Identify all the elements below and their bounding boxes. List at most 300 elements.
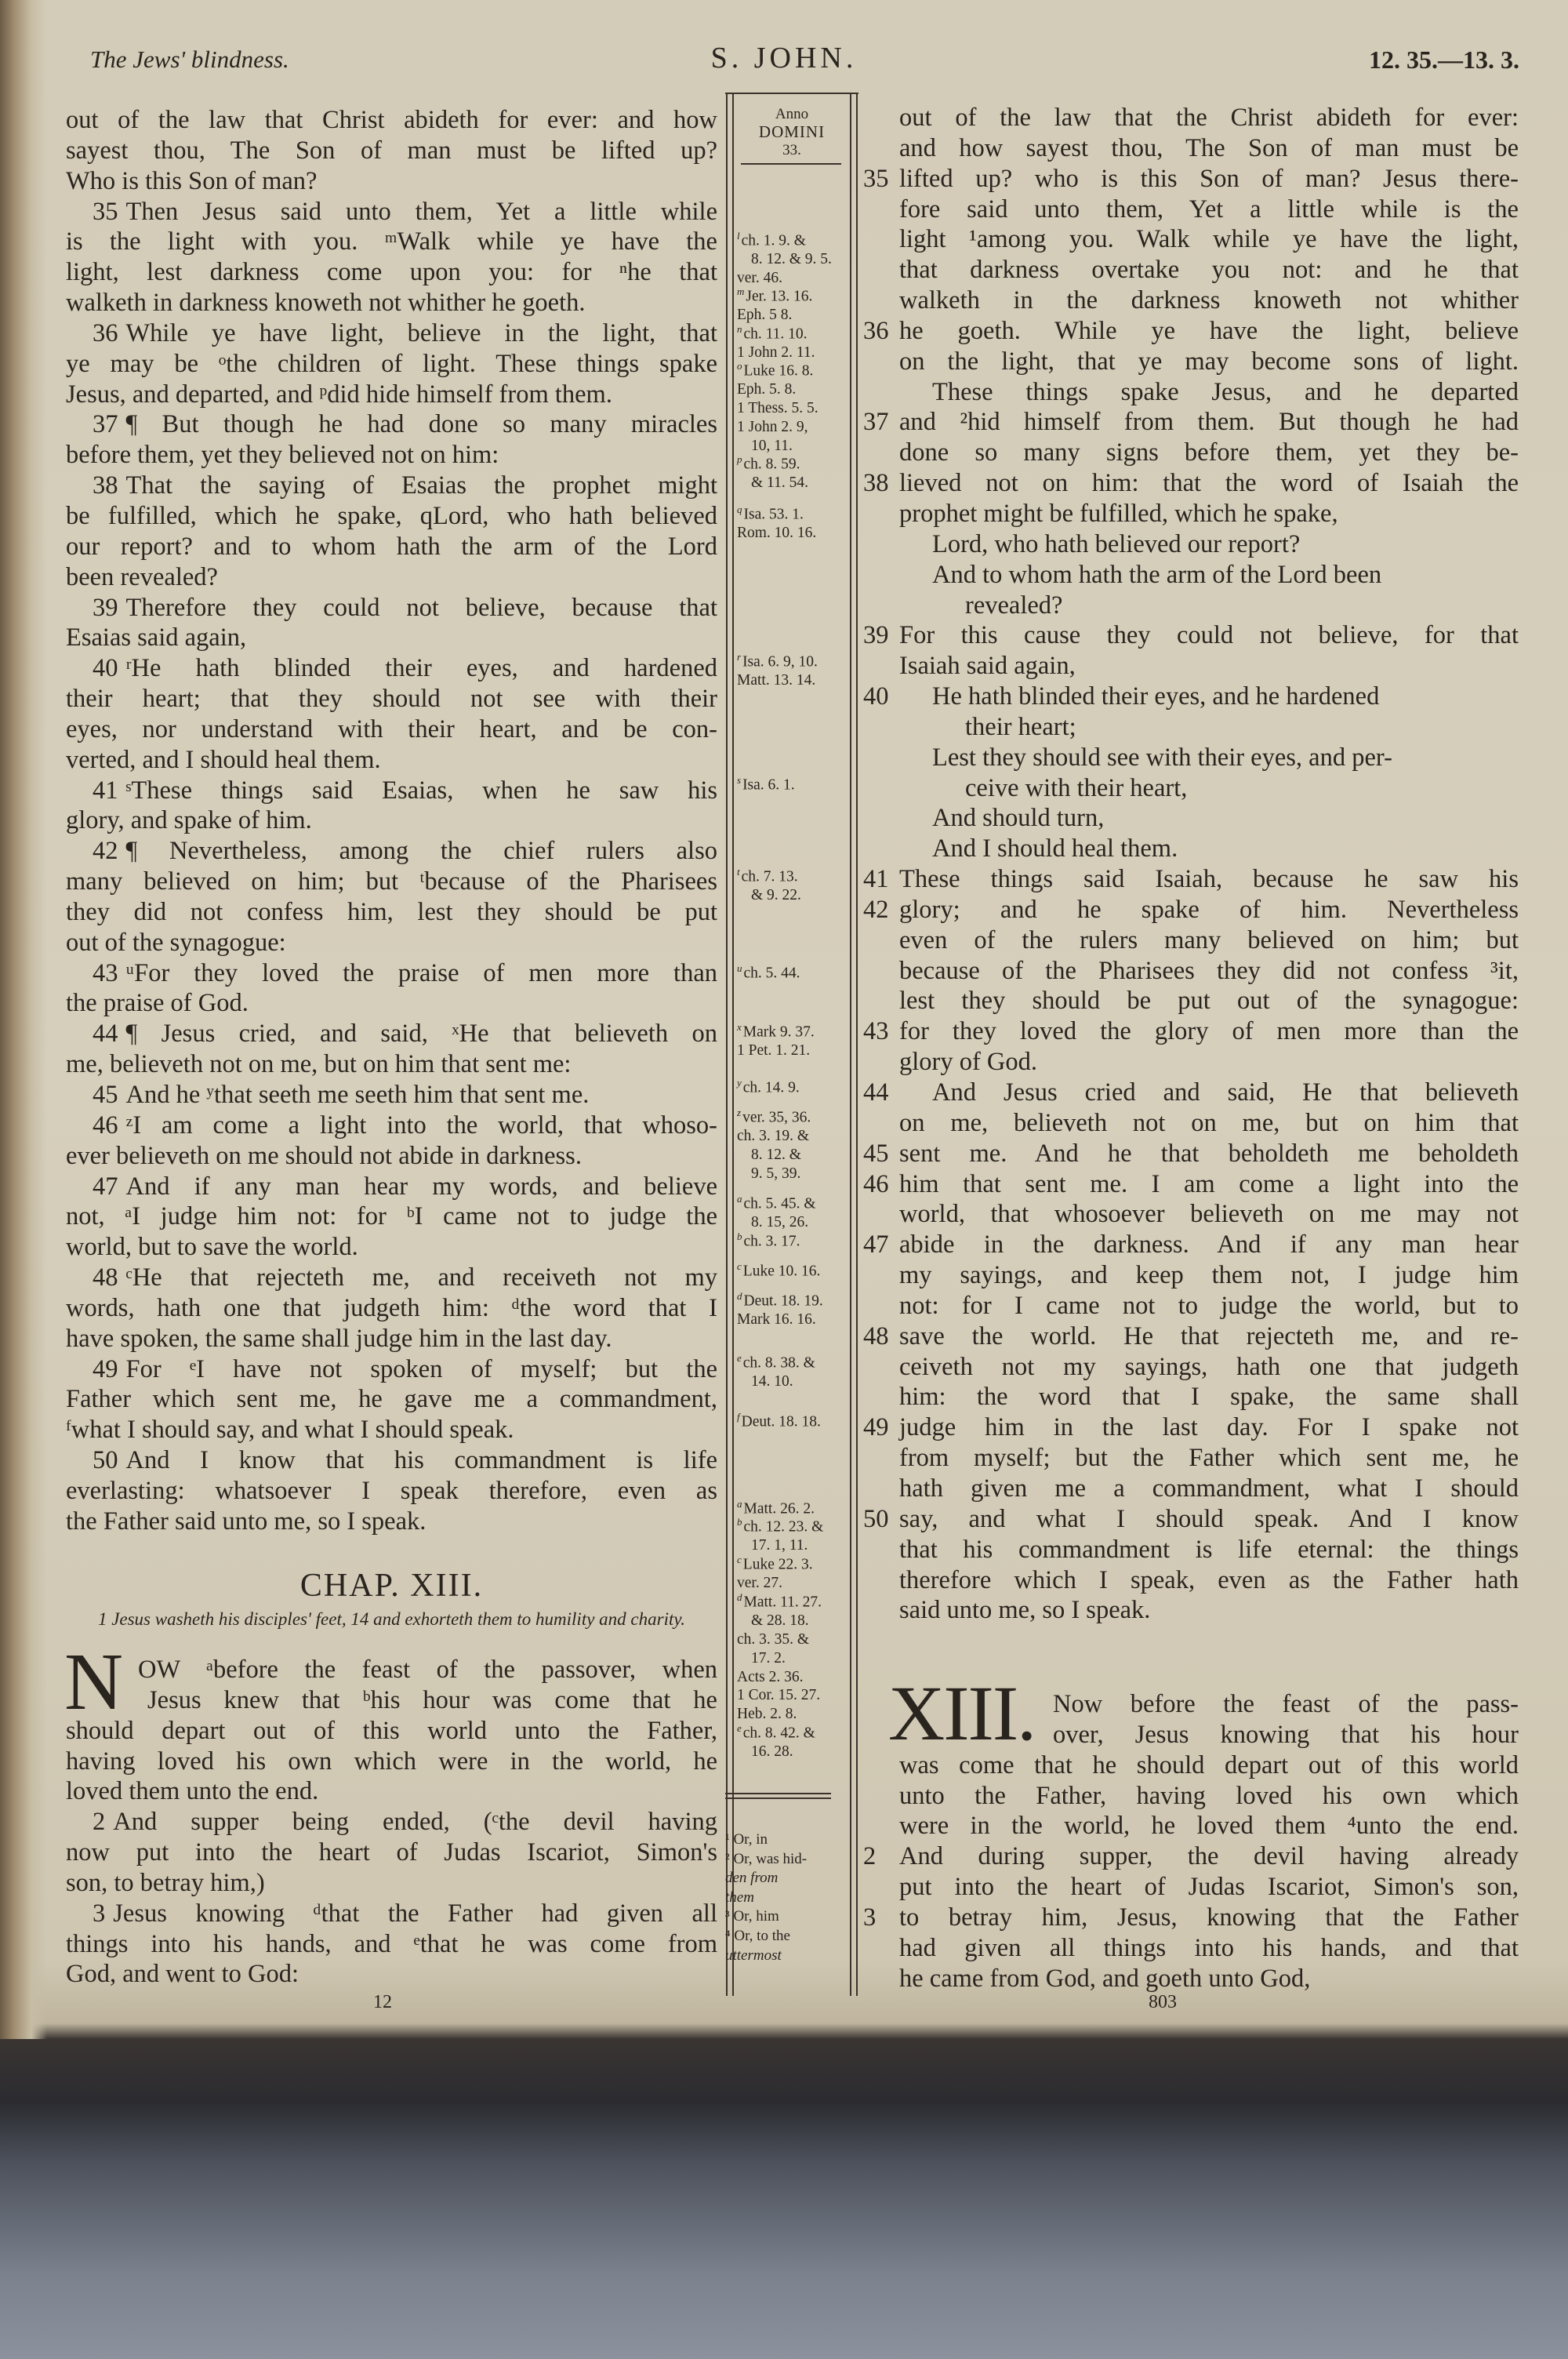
reference-line xyxy=(737,1513,851,1536)
anno-domini-box xyxy=(733,105,851,159)
reference-text: Acts 2. 36. xyxy=(737,1668,804,1685)
text-line xyxy=(66,958,717,989)
text-line xyxy=(899,1689,1519,1720)
verse-text: That the saying of Esaias the prophet might xyxy=(125,471,717,500)
reference-text: 16. 28. xyxy=(751,1743,793,1761)
reference-line xyxy=(737,500,851,524)
reference-text: ch. 1. 9. & xyxy=(741,232,806,249)
text-line xyxy=(66,1263,717,1293)
text-line xyxy=(66,988,717,1019)
verse-number: 37 xyxy=(863,408,889,437)
reference-line xyxy=(737,1668,851,1687)
text-line xyxy=(66,1384,717,1415)
reference-mark: d xyxy=(737,1290,742,1302)
verse-text: And Jesus cried and said, He that believeth xyxy=(932,1078,1519,1107)
verse-number: 48 xyxy=(863,1321,889,1350)
text-line xyxy=(899,1260,1519,1291)
text-line xyxy=(899,956,1519,987)
reference-text: ver. 35, 36. xyxy=(742,1109,811,1126)
cross-reference xyxy=(737,450,851,493)
left-column-kjv-text xyxy=(66,105,717,1537)
verse-number: 3 xyxy=(863,1903,877,1932)
verse-text: Who is this Son of man? xyxy=(66,166,318,195)
cross-reference xyxy=(737,1074,851,1097)
verse-text: God, and went to God: xyxy=(66,1960,299,1989)
verse-text: sayest thou, The Son of man must be lifted up? xyxy=(66,136,717,165)
reference-text: ch. 5. 44. xyxy=(743,965,800,982)
text-line xyxy=(863,864,1519,895)
reference-line xyxy=(737,1127,851,1146)
cross-reference xyxy=(737,1227,851,1251)
text-line xyxy=(66,105,717,136)
verse-text: judge him in the last day. For I spake not xyxy=(899,1413,1519,1442)
text-line xyxy=(899,803,1519,834)
marginal-footnotes xyxy=(725,1830,807,1965)
text-line xyxy=(899,1443,1519,1474)
reference-text: Mark 9. 37. xyxy=(742,1023,815,1041)
text-line xyxy=(66,257,717,288)
text-line xyxy=(66,501,717,532)
cross-reference xyxy=(737,1349,851,1391)
text-line xyxy=(66,380,717,410)
cross-reference xyxy=(737,1103,851,1183)
reference-mark: c xyxy=(737,1260,742,1272)
reference-text: Luke 22. 3. xyxy=(742,1556,813,1573)
verse-text: not: for I came not to judge the world, but to xyxy=(899,1291,1519,1320)
verse-text: glory, and spake of him. xyxy=(66,806,312,835)
verse-text: fore said unto them, Yet a little while is the xyxy=(899,194,1519,224)
verse-text: their heart; xyxy=(965,712,1076,741)
verse-text: on the light, that ye may become sons of light. xyxy=(899,347,1519,376)
reference-line xyxy=(737,1686,851,1705)
reference-mark: p xyxy=(737,453,742,465)
reference-line xyxy=(737,227,851,250)
reference-text: ch. 12. 23. & xyxy=(743,1518,824,1536)
text-line xyxy=(863,1230,1519,1260)
verse-text: everlasting: whatsoever I speak therefore, even as xyxy=(66,1476,717,1505)
verse-text: Therefore they could not believe, because that xyxy=(125,593,717,622)
verse-text: ᵘFor they loved the praise of men more than xyxy=(125,958,717,987)
text-line xyxy=(66,1354,717,1385)
verse-text: ceiveth not my sayings, hath one that judgeth xyxy=(899,1352,1519,1381)
reference-mark: y xyxy=(737,1077,742,1089)
verse-text: lest they should be put out of the synagogue: xyxy=(899,987,1519,1016)
verse-text: from myself; but the Father which sent me, he xyxy=(899,1444,1519,1473)
verse-text: is the light with you. ᵐWalk while ye have the xyxy=(66,227,717,256)
reference-text: Isa. 6. 1. xyxy=(742,776,795,794)
verse-number: 39 xyxy=(863,621,889,650)
text-line xyxy=(899,834,1519,864)
reference-text: ch. 14. 9. xyxy=(742,1079,800,1096)
verse-text: world, that whosoever believeth on me may not xyxy=(899,1200,1519,1229)
reference-line xyxy=(737,418,851,437)
verse-text: He hath blinded their eyes, and he hardened xyxy=(932,682,1380,711)
verse-text: And he ʸthat seeth me seeth him that sent me. xyxy=(125,1081,590,1109)
cross-reference xyxy=(737,863,851,905)
reference-text: Deut. 18. 19. xyxy=(743,1292,823,1310)
reference-text: ch. 3. 19. & xyxy=(737,1128,810,1145)
verse-text: ceive with their heart, xyxy=(965,773,1188,802)
text-line xyxy=(899,712,1519,743)
verse-text: ever believeth on me should not abide in darkness. xyxy=(66,1141,582,1170)
cross-reference xyxy=(737,1287,851,1329)
text-line xyxy=(899,1474,1519,1504)
text-line xyxy=(66,867,717,897)
verse-text: done so many signs before them, yet they be- xyxy=(899,438,1519,467)
text-line xyxy=(66,1959,717,1990)
verse-text: glory of God. xyxy=(899,1048,1038,1077)
reference-line xyxy=(737,320,851,343)
verse-text: These things spake Jesus, and he departed xyxy=(932,377,1519,406)
text-line xyxy=(899,1964,1519,1994)
footnote-line: them xyxy=(725,1888,754,1906)
reference-text: ch. 8. 42. & xyxy=(742,1725,815,1742)
reference-text: ch. 7. 13. xyxy=(741,868,798,885)
reference-text: 1 John 2. 9, xyxy=(737,418,808,435)
reference-line xyxy=(737,863,851,886)
verse-number: 44 xyxy=(93,1020,118,1049)
verse-text: our report? and to whom hath the arm of the Lord xyxy=(66,532,717,561)
verse-number: 48 xyxy=(93,1263,118,1292)
verse-text: he goeth. While ye have the light, believe xyxy=(899,316,1519,345)
reference-text: Rom. 10. 16. xyxy=(737,525,817,542)
text-line xyxy=(66,1899,717,1929)
text-line xyxy=(899,1720,1519,1750)
reference-line xyxy=(737,399,851,418)
text-line xyxy=(899,133,1519,164)
reference-mark: n xyxy=(737,323,742,335)
verse-text: that his commandment is life eternal: the things xyxy=(899,1535,1519,1564)
cross-reference xyxy=(737,1588,851,1724)
text-line xyxy=(66,471,717,501)
text-line xyxy=(863,164,1519,194)
verse-text: lifted up? who is this Son of man? Jesus there- xyxy=(899,164,1519,193)
reference-text: Luke 16. 8. xyxy=(743,362,814,380)
reference-line xyxy=(737,1146,851,1165)
text-line xyxy=(899,560,1519,591)
verse-text: son, to betray him,) xyxy=(66,1868,265,1897)
verse-text: things into his hands, and ᵉthat he was come from xyxy=(66,1929,717,1958)
reference-line xyxy=(737,450,851,474)
text-line xyxy=(899,1047,1519,1078)
reference-mark: x xyxy=(737,1021,742,1033)
verse-text: world, but to save the world. xyxy=(66,1233,358,1262)
text-line xyxy=(899,1781,1519,1812)
verse-text: While ye have light, believe in the light, that xyxy=(125,318,717,347)
reference-line xyxy=(737,1630,851,1649)
verse-text: that darkness overtake you not: and he that xyxy=(899,256,1519,285)
reference-mark: e xyxy=(737,1352,742,1364)
text-line xyxy=(66,1685,717,1716)
verse-text: many believed on him; but ᵗbecause of the Pharisees xyxy=(66,867,717,896)
cross-reference xyxy=(737,1513,851,1555)
verse-text: And I should heal them. xyxy=(932,834,1178,863)
verse-text: out of the law that Christ abideth for ever: and how xyxy=(66,106,717,134)
verse-text: loved them unto the end. xyxy=(66,1777,319,1806)
verse-text: And I know that his commandment is life xyxy=(125,1446,717,1475)
verse-number: 2 xyxy=(863,1842,877,1871)
book-title: S. JOHN. xyxy=(710,42,858,75)
reference-mark: d xyxy=(737,1591,742,1603)
cross-reference xyxy=(737,959,851,983)
verse-text: abide in the darkness. And if any man hear xyxy=(899,1230,1519,1259)
verse-text: And supper being ended, (ᶜthe devil having xyxy=(113,1808,717,1837)
text-line xyxy=(899,377,1519,408)
verse-number: 43 xyxy=(93,958,118,987)
text-line xyxy=(863,1903,1519,1933)
reference-text: ch. 3. 17. xyxy=(743,1233,800,1250)
verse-text: OW ᵃbefore the feast of the passover, when xyxy=(138,1656,717,1684)
verse-text: revealed? xyxy=(965,591,1063,620)
reference-text: Heb. 2. 8. xyxy=(737,1706,797,1723)
text-line xyxy=(66,623,717,653)
reference-line xyxy=(737,1550,851,1574)
reference-text: Jer. 13. 16. xyxy=(746,288,813,305)
verse-text: glory; and he spake of him. Nevertheless xyxy=(899,895,1519,924)
text-line xyxy=(899,1291,1519,1321)
verse-text: out of the synagogue: xyxy=(66,928,286,957)
reference-mark: a xyxy=(737,1498,742,1510)
verse-text: before them, yet they believed not on him: xyxy=(66,441,499,470)
reference-text: ch. 8. 59. xyxy=(743,456,800,473)
reference-text: Matt. 13. 14. xyxy=(737,672,816,689)
text-line xyxy=(899,194,1519,225)
text-line xyxy=(66,1655,717,1685)
verse-text: ¶ Jesus cried, and said, ˣHe that believeth on xyxy=(125,1020,717,1049)
verse-text: Jesus knew that ᵇhis hour was come that he xyxy=(147,1685,717,1714)
verse-number: 45 xyxy=(863,1139,889,1168)
verse-text: on me, believeth not on me, but on him that xyxy=(899,1108,1519,1137)
verse-text: Jesus, and departed, and ᵖdid hide himself from them. xyxy=(66,380,612,409)
reference-line xyxy=(737,1743,851,1761)
verse-text: have spoken, the same shall judge him in the last day. xyxy=(66,1324,612,1353)
text-line xyxy=(899,347,1519,377)
text-line xyxy=(66,1747,717,1777)
text-line xyxy=(863,1016,1519,1047)
text-line xyxy=(66,1507,717,1537)
verse-text: For this cause they could not believe, for that xyxy=(899,621,1519,650)
text-line xyxy=(66,1807,717,1837)
text-line xyxy=(66,653,717,684)
reference-mark: q xyxy=(737,503,742,515)
verse-text: not, ᵃI judge him not: for ᵇI came not to judge the xyxy=(66,1202,717,1231)
cross-reference xyxy=(737,357,851,455)
verse-number: 35 xyxy=(863,164,889,193)
verse-number: 41 xyxy=(863,865,889,894)
reference-line xyxy=(737,1719,851,1743)
text-line xyxy=(66,593,717,623)
text-line xyxy=(899,986,1519,1016)
reference-mark: b xyxy=(737,1230,742,1242)
verse-text: he came from God, and goeth unto God, xyxy=(899,1964,1311,1993)
reference-text: Mark 16. 16. xyxy=(737,1311,816,1329)
verse-number: 46 xyxy=(93,1110,118,1140)
verse-text: words, hath one that judgeth him: ᵈthe word that I xyxy=(66,1293,717,1322)
verse-text: eyes, nor understand with their heart, and be con- xyxy=(66,714,717,743)
verse-text: the Father said unto me, so I speak. xyxy=(66,1507,426,1536)
verse-text: And if any man hear my words, and believe xyxy=(125,1172,717,1201)
text-line xyxy=(899,1595,1519,1626)
text-line xyxy=(66,1868,717,1899)
text-line xyxy=(66,714,717,745)
verse-text: light, lest darkness come upon you: for ⁿhe that xyxy=(66,258,717,287)
page-number-right: 803 xyxy=(1149,1992,1177,2012)
reference-line xyxy=(737,1074,851,1097)
text-line xyxy=(899,1933,1519,1964)
verse-number: 49 xyxy=(863,1413,889,1442)
verse-number: 3 xyxy=(93,1899,106,1928)
reference-text: Eph. 5. 8. xyxy=(737,381,797,398)
year-label: 33. xyxy=(782,142,801,158)
text-line xyxy=(899,743,1519,773)
reference-text: 8. 12. & 9. 5. xyxy=(751,251,832,268)
reference-mark: a xyxy=(737,1193,742,1205)
footnote-line: uttermost xyxy=(725,1946,782,1964)
verse-number: 38 xyxy=(863,469,889,498)
verse-text: ¶ Nevertheless, among the chief rulers also xyxy=(125,837,717,866)
reference-text: Deut. 18. 18. xyxy=(741,1413,821,1430)
verse-text: ᶜHe that rejecteth me, and receiveth not my xyxy=(125,1263,717,1292)
text-line xyxy=(863,895,1519,925)
verse-text: having loved his own which were in the world, he xyxy=(66,1747,717,1776)
text-line xyxy=(66,776,717,806)
reference-line xyxy=(737,1041,851,1060)
cross-reference xyxy=(737,282,851,325)
cross-reference xyxy=(737,1408,851,1431)
text-line xyxy=(899,1199,1519,1230)
reference-line xyxy=(737,1310,851,1329)
verse-number: 39 xyxy=(93,593,118,622)
reference-mark: l xyxy=(737,230,740,242)
footnote-line: den from xyxy=(725,1870,779,1887)
text-line xyxy=(66,1141,717,1172)
reference-text: Luke 10. 16. xyxy=(742,1263,821,1280)
reference-text: & 28. 18. xyxy=(751,1612,809,1630)
reference-text: 8. 15, 26. xyxy=(751,1214,809,1231)
reference-line xyxy=(737,959,851,983)
reference-mark: e xyxy=(737,1722,742,1734)
text-line xyxy=(66,805,717,836)
reference-text: 10, 11. xyxy=(751,437,793,454)
verse-text: to betray him, Jesus, knowing that the Father xyxy=(899,1903,1519,1932)
text-line xyxy=(863,620,1519,651)
text-line xyxy=(66,1172,717,1202)
reference-text: 1 John 2. 11. xyxy=(737,344,815,362)
verse-number: 47 xyxy=(863,1230,889,1259)
verse-text: For ᵉI have not spoken of myself; but the xyxy=(125,1354,717,1383)
text-line xyxy=(66,166,717,197)
previous-page-edge xyxy=(0,0,47,2039)
cross-reference xyxy=(737,1257,851,1281)
reference-line xyxy=(737,1190,851,1213)
verse-number: 49 xyxy=(93,1354,118,1383)
reference-line xyxy=(737,357,851,380)
text-line xyxy=(66,1837,717,1868)
verse-number: 36 xyxy=(863,316,889,345)
drop-cap: N xyxy=(64,1637,124,1727)
text-line xyxy=(66,897,717,928)
verse-number: 50 xyxy=(863,1504,889,1533)
text-line xyxy=(66,1019,717,1049)
reference-line xyxy=(737,1287,851,1310)
verse-number: 2 xyxy=(93,1808,106,1837)
cross-reference xyxy=(737,500,851,543)
text-line xyxy=(66,1776,717,1807)
verse-text: over, Jesus knowing that his hour xyxy=(1053,1720,1519,1749)
text-line xyxy=(66,1929,717,1960)
text-line xyxy=(66,1293,717,1324)
text-line xyxy=(66,1445,717,1476)
text-line xyxy=(899,1811,1519,1841)
reference-line xyxy=(737,886,851,905)
verse-text: the praise of God. xyxy=(66,989,249,1018)
column-rule xyxy=(732,94,734,1996)
verse-text: Esaias said again, xyxy=(66,623,247,652)
verse-text: And during supper, the devil having already xyxy=(899,1842,1519,1871)
verse-text: him that sent me. I am come a light into the xyxy=(899,1169,1519,1198)
text-line xyxy=(66,440,717,471)
cross-reference xyxy=(737,648,851,690)
verse-text: was come that he should depart out of this world xyxy=(899,1750,1519,1779)
footnote-line: ³ Or, him xyxy=(725,1908,779,1925)
verse-text: be fulfilled, which he spake, qLord, who hath believed xyxy=(66,501,717,530)
reference-mark: z xyxy=(737,1107,742,1118)
verse-text: walketh in the darkness knoweth not whither xyxy=(899,286,1519,315)
reference-text: 17. 1, 11. xyxy=(751,1537,808,1554)
cross-reference xyxy=(737,320,851,362)
text-line xyxy=(66,197,717,227)
text-line xyxy=(899,255,1519,285)
text-line xyxy=(863,1139,1519,1169)
column-rule xyxy=(856,94,858,1996)
header-rule xyxy=(725,93,858,94)
verse-text: out of the law that the Christ abideth for ever: xyxy=(899,104,1519,132)
text-line xyxy=(863,316,1519,347)
verse-number: 41 xyxy=(93,776,118,805)
text-line xyxy=(66,928,717,958)
verse-text: sent me. And he that beholdeth me beholdeth xyxy=(899,1139,1519,1168)
text-line xyxy=(66,349,717,380)
verse-text: had given all things into his hands, and that xyxy=(899,1933,1519,1962)
verse-text: ᶠwhat I should say, and what I should speak. xyxy=(66,1416,514,1445)
verse-number: 35 xyxy=(93,197,118,226)
reference-line xyxy=(737,1103,851,1127)
text-line xyxy=(899,224,1519,255)
verse-text: say, and what I should speak. And I know xyxy=(899,1504,1519,1533)
reference-text: 17. 2. xyxy=(751,1649,786,1667)
text-line xyxy=(899,529,1519,560)
verse-text: and ²hid himself from them. But though he had xyxy=(899,408,1519,437)
column-rule xyxy=(726,94,728,1996)
verse-text: said unto me, so I speak. xyxy=(899,1596,1151,1625)
reference-line xyxy=(737,771,851,794)
text-line xyxy=(66,1080,717,1110)
anno-label: Anno xyxy=(775,106,809,122)
text-line xyxy=(899,285,1519,316)
chapter-summary: 1 Jesus washeth his disciples' feet, 14 and exhorteth them to humility and charity. xyxy=(97,1609,686,1629)
verse-text: lieved not on him: that the word of Isaiah the xyxy=(899,469,1519,498)
verse-text: light ¹among you. Walk while ye have the light, xyxy=(899,225,1519,254)
text-line xyxy=(863,1321,1519,1352)
reference-line xyxy=(737,1612,851,1630)
text-line xyxy=(66,1324,717,1354)
text-line xyxy=(66,745,717,776)
reference-text: Eph. 5 8. xyxy=(737,307,793,324)
reference-text: ver. 27. xyxy=(737,1575,782,1592)
reference-text: Matt. 26. 2. xyxy=(743,1500,815,1518)
verse-text: ¶ But though he had done so many miracles xyxy=(125,410,717,439)
verse-number: 45 xyxy=(93,1081,118,1109)
